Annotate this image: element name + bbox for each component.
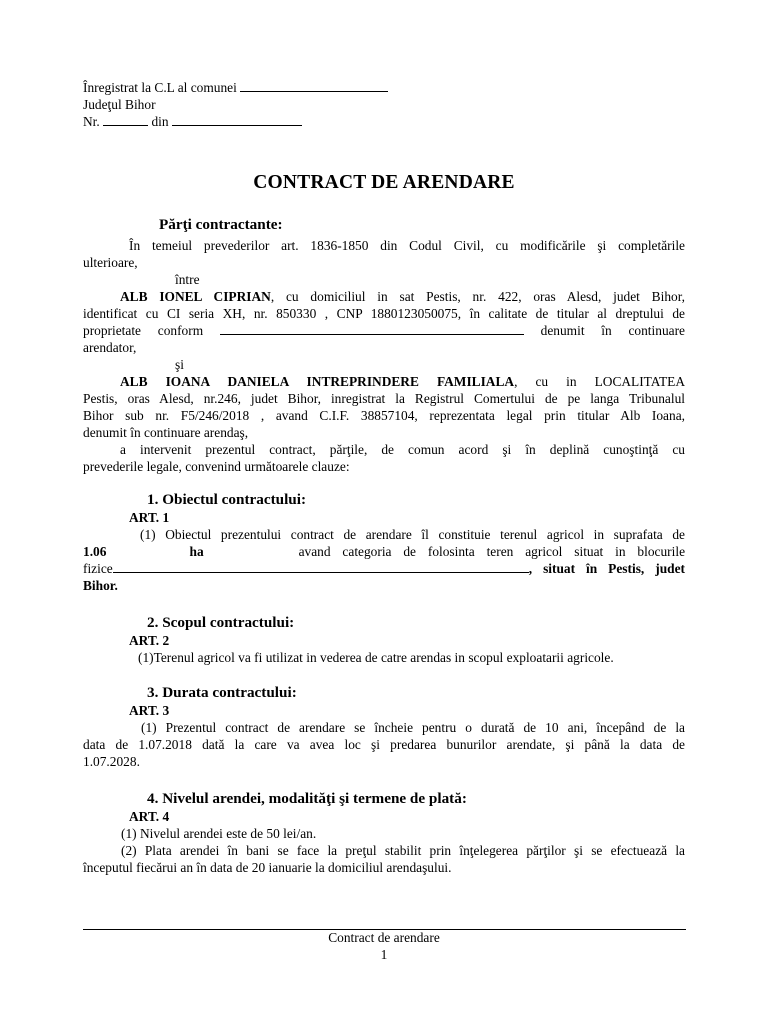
article-4-text (83, 825, 685, 876)
registration-label: Înregistrat la C.L al comunei (83, 80, 237, 95)
article-3-text (83, 719, 685, 770)
article-2-label: ART. 2 (129, 633, 170, 648)
section-2-heading: 2. Scopul contractului: (147, 614, 295, 631)
footer-label: Contract de arendare (328, 930, 440, 945)
art3-line-3: 1.07.2028. (83, 754, 140, 769)
party1-address: , cu domiciliul in sat Pestis, nr. 422, oras Alesd, judet Bihor, (270, 289, 685, 304)
art1-line-1: (1) Obiectul prezentului contract de arendare îl constituie terenul agricol in suprafata de (140, 527, 685, 542)
intro-line-1: În temeiul prevederilor art. 1836-1850 din Codul Civil, cu modificările şi completările (129, 238, 685, 253)
blocks-blank (113, 560, 529, 573)
parties-heading: Părţi contractante: (159, 216, 283, 233)
blocks-label: fizice (83, 561, 113, 576)
party1-role: arendator, (83, 340, 137, 355)
registration-line (83, 79, 388, 96)
party1-line-2: identificat cu CI seria XH, nr. 850330 , CNP 1880123050075, în calitate de titular al dreptului de (83, 306, 685, 321)
article-3-label: ART. 3 (129, 703, 170, 718)
and-word: şi (175, 357, 184, 372)
number-label: Nr. (83, 114, 100, 129)
art3-line-1: (1) Prezentul contract de arendare se încheie pentru o durată de 10 ani, începând de la (141, 720, 685, 735)
art4-line-3: începutul fiecărui an în data de 20 ianuarie la domiciliul arendaşului. (83, 860, 452, 875)
art1-line-4: Bihor. (83, 578, 118, 593)
property-blank (220, 322, 524, 335)
document-title: CONTRACT DE ARENDARE (253, 172, 515, 193)
party2-name: ALB IOANA DANIELA INTREPRINDERE FAMILIALA (120, 374, 515, 389)
party1-line-3 (83, 322, 685, 339)
agreement-line-2: prevederile legale, convenind următoarele clauze: (83, 459, 350, 474)
section-1-heading: 1. Obiectul contractului: (147, 491, 307, 508)
art1-line-2 (83, 543, 685, 560)
county-line: Judeţul Bihor (83, 97, 156, 112)
art4-line-2: (2) Plata arendei în bani se face la preţul stabilit prin înţelegerea părţilor şi se efectuează la (121, 843, 685, 858)
party1-name: ALB IONEL CIPRIAN (120, 289, 271, 304)
article-2-text (83, 649, 685, 666)
registration-blank (240, 79, 388, 92)
location-text: , situat în Pestis, judet (528, 561, 685, 576)
surface-unit: ha (189, 544, 204, 559)
party2-line-2: Pestis, oras Alesd, nr.246, judet Bihor, inregistrat la Registrul Comertului de pe langa Tribunalul (83, 391, 685, 406)
page-number: 1 (380, 947, 388, 962)
article-1-label: ART. 1 (129, 510, 170, 525)
party1-line-1 (83, 288, 685, 305)
called-label: denumit în continuare (540, 323, 685, 338)
party2-line-3: Bihor sub nr. F5/246/2018 , avand C.I.F. 38857104, reprezentata legal prin titular Alb Ioana, (83, 408, 685, 423)
number-blank (103, 113, 148, 126)
surface-value: 1.06 (83, 544, 107, 559)
art3-line-2: data de 1.07.2018 dată la care va avea loc şi predarea bunurilor arendate, şi până la data de (83, 737, 685, 752)
between-word: între (175, 272, 200, 287)
date-blank (172, 113, 302, 126)
art1-line-3 (83, 560, 685, 577)
article-1-text (83, 526, 685, 594)
number-date-line (83, 113, 302, 130)
parties-paragraph (83, 237, 685, 475)
section-3-heading: 3. Durata contractului: (147, 684, 297, 701)
art4-line-1: (1) Nivelul arendei este de 50 lei/an. (121, 826, 317, 841)
article-4-label: ART. 4 (129, 809, 170, 824)
agreement-line-1: a intervenit prezentul contract, părţile, de comun acord şi în deplină cunoştinţă cu (120, 442, 685, 457)
party2-line-1 (83, 373, 685, 390)
art2-line-1: (1)Terenul agricol va fi utilizat in vederea de catre arendas in scopul exploatarii agricole. (138, 650, 614, 665)
intro-line-2: ulterioare, (83, 255, 138, 270)
category-text: avand categoria de folosinta teren agricol situat in blocurile (298, 544, 686, 559)
date-label: din (151, 114, 169, 129)
party2-role: denumit în continuare arendaş, (83, 425, 249, 440)
property-label: proprietate conform (83, 323, 204, 338)
party2-location: , cu in LOCALITATEA (514, 374, 686, 389)
section-4-heading: 4. Nivelul arendei, modalităţi şi termene de plată: (147, 790, 467, 807)
